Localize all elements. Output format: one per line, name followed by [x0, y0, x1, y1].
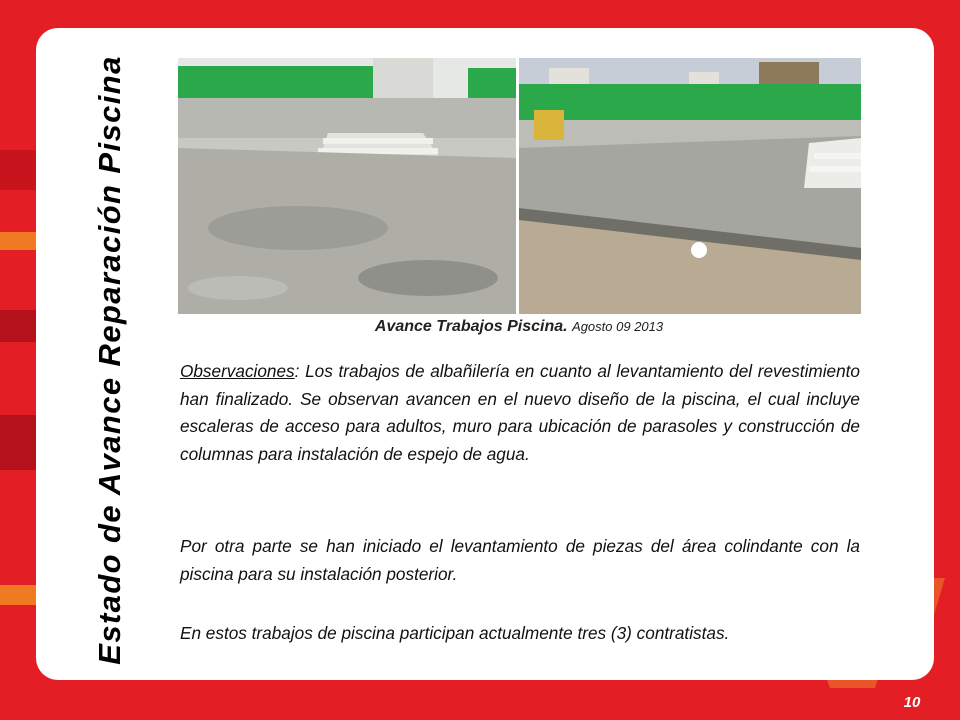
observations-label: Observaciones — [180, 361, 295, 381]
paragraph-2: Por otra parte se han iniciado el levantamiento de piezas del área colindante con la piscina para su instalación posterior. — [180, 536, 860, 584]
page-number: 10 — [903, 694, 921, 711]
decor-stripe — [0, 310, 40, 342]
caption-main: Avance Trabajos Piscina. — [374, 318, 568, 335]
decor-stripe — [0, 585, 40, 605]
pool-photo-right — [519, 58, 861, 314]
observations-paragraph — [180, 358, 860, 468]
caption-date: Agosto 09 2013 — [572, 319, 664, 334]
paragraph-3: En estos trabajos de piscina participan actualmente tres (3) contratistas. — [180, 623, 730, 643]
decor-stripe — [0, 232, 40, 250]
pool-photo-left — [178, 58, 516, 314]
decor-stripe — [0, 415, 40, 470]
observations-text: : Los trabajos de albañilería en cuanto al levantamiento del revestimiento han finalizado. Se observan avancen en el nuevo diseño de la piscina, el cual incluye escaleras de acceso para adultos, muro para ubicación de parasoles y construcción de columnas para instalación de espejo de agua. — [180, 361, 860, 464]
decor-stripe — [0, 150, 40, 190]
slide-title: Estado de Avance Reparación Piscina — [92, 55, 127, 665]
photo-caption — [178, 318, 860, 336]
